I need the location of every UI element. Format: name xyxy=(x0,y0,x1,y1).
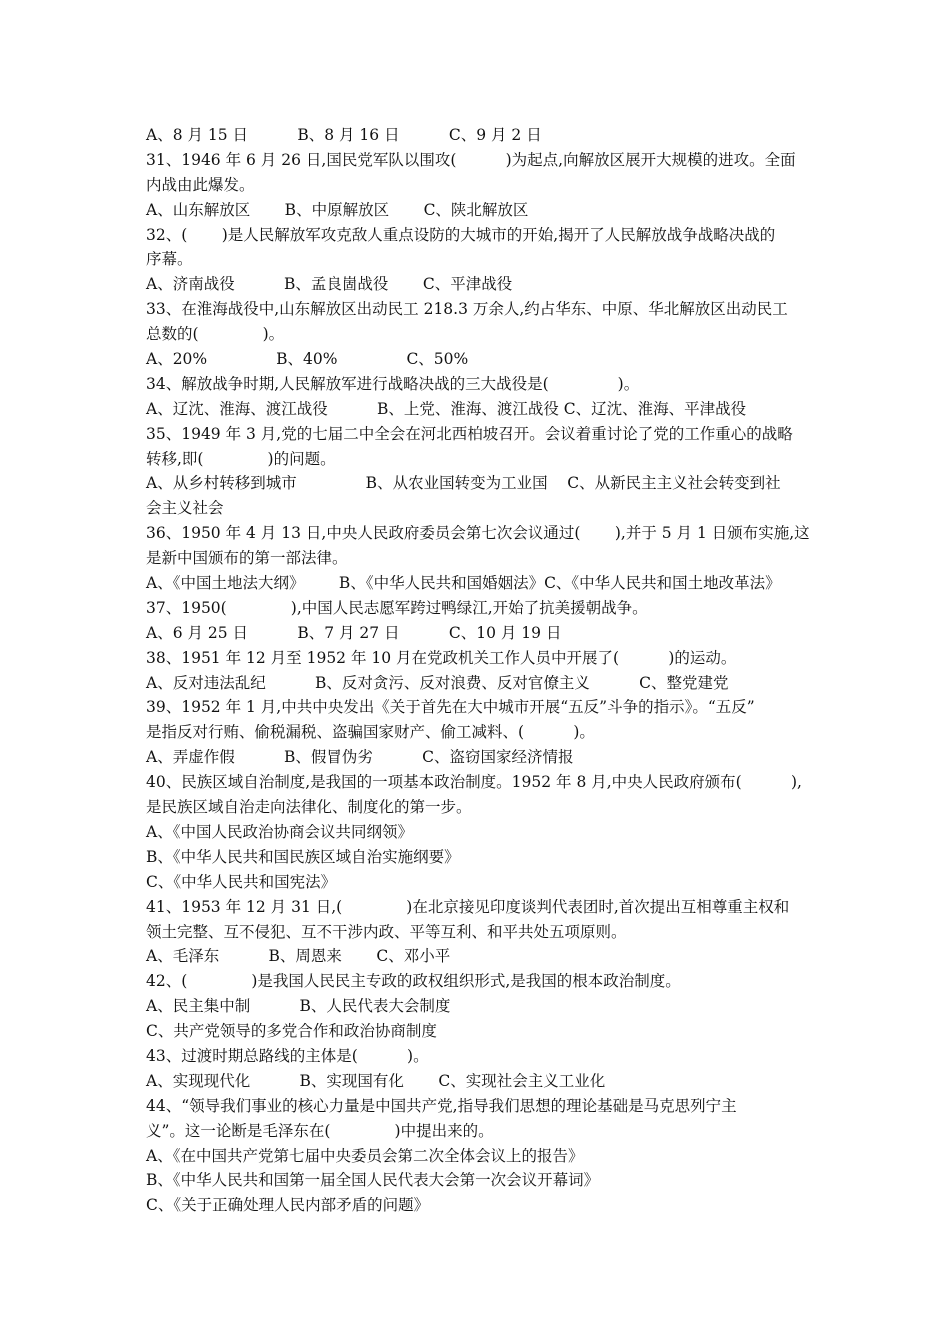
text-line: A、实现现代化 B、实现国有化 C、实现社会主义工业化 xyxy=(146,1071,606,1090)
text-line: 总数的( )。 xyxy=(146,325,285,344)
text-line: 41、1953 年 12 月 31 日,( )在北京接见印度谈判代表团时,首次提出互相尊重主权和 xyxy=(146,897,790,916)
text-line: A、20% B、40% C、50% xyxy=(146,350,469,369)
text-line: 32、( )是人民解放军攻克敌人重点设防的大城市的开始,揭开了人民解放战争战略决战的 xyxy=(146,225,776,244)
text-line: 36、1950 年 4 月 13 日,中央人民政府委员会第七次会议通过( ),并于 5 月 1 日颁布实施,这 xyxy=(146,524,810,543)
text-line: 34、解放战争时期,人民解放军进行战略决战的三大战役是( )。 xyxy=(146,374,640,393)
text-line: A、弄虚作假 B、假冒伪劣 C、盗窃国家经济情报 xyxy=(146,748,574,767)
text-line: 是指反对行贿、偷税漏税、盗骗国家财产、偷工减料、( )。 xyxy=(146,723,595,742)
text-line: 转移,即( )的问题。 xyxy=(146,449,336,468)
text-line: A、8 月 15 日 B、8 月 16 日 C、9 月 2 日 xyxy=(146,126,542,144)
text-line: A、《中国人民政治协商会议共同纲领》 xyxy=(146,822,413,841)
text-line: A、济南战役 B、孟良崮战役 C、平津战役 xyxy=(146,275,513,294)
text-line: 是新中国颁布的第一部法律。 xyxy=(146,549,348,568)
text-line: A、山东解放区 B、中原解放区 C、陕北解放区 xyxy=(146,200,529,219)
text-line: 内战由此爆发。 xyxy=(146,175,255,194)
text-line: A、《在中国共产党第七届中央委员会第二次全体会议上的报告》 xyxy=(146,1146,584,1165)
text-line: A、从乡村转移到城市 B、从农业国转变为工业国 C、从新民主主义社会转变到社 xyxy=(146,474,781,493)
text-line: C、《中华人民共和国宪法》 xyxy=(146,872,337,891)
text-line: 43、过渡时期总路线的主体是( )。 xyxy=(146,1046,429,1065)
text-line: 是民族区域自治走向法律化、制度化的第一步。 xyxy=(146,798,472,817)
text-line: A、反对违法乱纪 B、反对贪污、反对浪费、反对官僚主义 C、整党建党 xyxy=(146,673,729,692)
text-line: A、辽沈、淮海、渡江战役 B、上党、淮海、渡江战役 C、辽沈、淮海、平津战役 xyxy=(146,399,747,418)
text-line: 35、1949 年 3 月,党的七届二中全会在河北西柏坡召开。会议着重讨论了党的工作重心的战略 xyxy=(146,424,793,443)
text-line: A、《中国土地法大纲》 B、《中华人民共和国婚姻法》C、《中华人民共和国土地改革法》 xyxy=(146,574,781,593)
text-line: 33、在淮海战役中,山东解放区出动民工 218.3 万余人,约占华东、中原、华北解放区出动民工 xyxy=(146,300,788,319)
text-line: 42、( )是我国人民民主专政的政权组织形式,是我国的根本政治制度。 xyxy=(146,972,681,991)
text-line: A、民主集中制 B、人民代表大会制度 xyxy=(146,997,451,1016)
text-line: 44、“领导我们事业的核心力量是中国共产党,指导我们思想的理论基础是马克思列宁主 xyxy=(146,1096,737,1115)
text-line: C、《关于正确处理人民内部矛盾的问题》 xyxy=(146,1196,430,1215)
text-line: A、毛泽东 B、周恩来 C、邓小平 xyxy=(146,947,451,966)
text-line: B、《中华人民共和国民族区域自治实施纲要》 xyxy=(146,847,460,866)
text-line: A、6 月 25 日 B、7 月 27 日 C、10 月 19 日 xyxy=(146,623,562,642)
text-line: 会主义社会 xyxy=(146,499,224,518)
text-line: 义”。这一论断是毛泽东在( )中提出来的。 xyxy=(146,1121,494,1140)
text-line: 37、1950( ),中国人民志愿军跨过鸭绿江,开始了抗美援朝战争。 xyxy=(146,598,648,617)
text-line: 领土完整、互不侵犯、互不干涉内政、平等互利、和平共处五项原则。 xyxy=(146,922,627,941)
text-line: 序幕。 xyxy=(146,250,193,269)
text-line: 39、1952 年 1 月,中共中央发出《关于首先在大中城市开展“五反”斗争的指示》。“五反” xyxy=(146,698,755,717)
text-line: B、《中华人民共和国第一届全国人民代表大会第一次会议开幕词》 xyxy=(146,1171,600,1190)
text-line: 31、1946 年 6 月 26 日,国民党军队以围攻( )为起点,向解放区展开大规模的进攻。全面 xyxy=(146,150,796,169)
text-line: C、共产党领导的多党合作和政治协商制度 xyxy=(146,1022,437,1041)
text-line: 38、1951 年 12 月至 1952 年 10 月在党政机关工作人员中开展了( )的运动。 xyxy=(146,648,737,667)
document-body xyxy=(146,123,814,1218)
text-line: 40、民族区域自治制度,是我国的一项基本政治制度。1952 年 8 月,中央人民政府颁布( ), xyxy=(146,773,802,792)
